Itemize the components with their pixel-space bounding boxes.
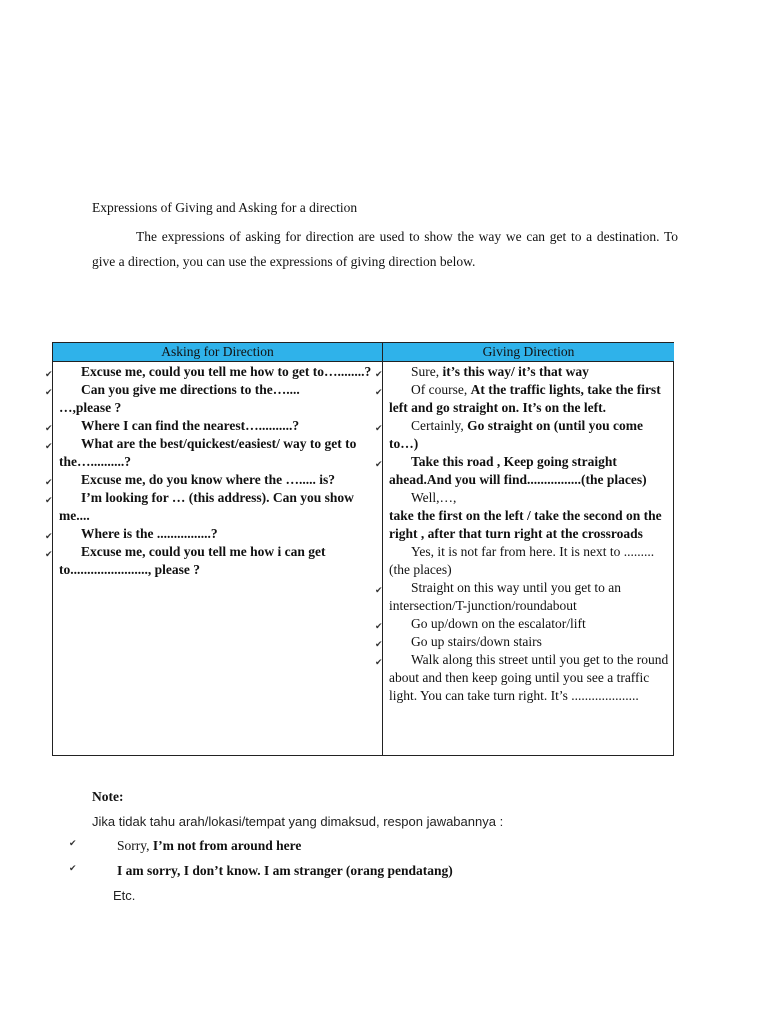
giving-column (375, 363, 669, 705)
intro-paragraph-text: The expressions of asking for direction are used to show the way we can get to a destination. To give a direction, you can use the expressions of giving direction below. (92, 229, 678, 269)
asking-item-7: ✔ Where is the ................? (59, 525, 377, 543)
etc-text: Etc. (113, 888, 136, 903)
direction-table (45, 342, 674, 756)
giving-item-7: ✔ Straight on this way until you get to an intersection/T-junction/roundabout (375, 580, 621, 613)
bullet-icon: ✔ (375, 423, 383, 433)
giving-item-3: ✔ Certainly, Go straight on (until you come to…) (375, 418, 643, 451)
document-title: Expressions of Giving and Asking for a direction (92, 200, 358, 215)
bullet-icon: ✔ (69, 838, 77, 848)
bullet-icon: ✔ (45, 549, 53, 559)
asking-item-1: ✔ Excuse me, could you tell me how to get to…........? (59, 363, 377, 381)
bullet-icon: ✔ (375, 369, 383, 379)
bullet-icon: ✔ (45, 387, 53, 397)
giving-item-6: Yes, it is not far from here. It is next to .........(the places) (389, 544, 655, 577)
bullet-icon: ✔ (375, 621, 383, 631)
giving-item-5: Well,…, take the first on the left / take the second on the right , after that turn right at the crossroads (389, 490, 662, 541)
asking-item-6: ✔ I’m looking for … (this address). Can you show me.... (45, 490, 354, 523)
bullet-icon: ✔ (69, 863, 77, 873)
header-giving: Giving Direction (383, 343, 674, 362)
response-item-2: ✔ I am sorry, I don’t know. I am stranger (orang pendatang) (69, 863, 453, 878)
giving-item-4: ✔ Take this road , Keep going straight ahead.And you will find................(the places) (375, 454, 647, 487)
giving-item-9: ✔ Go up stairs/down stairs (389, 633, 669, 651)
giving-item-8: ✔ Go up/down on the escalator/lift (389, 615, 669, 633)
column-divider (382, 343, 383, 755)
bullet-icon: ✔ (375, 459, 383, 469)
note-label: Note: (92, 789, 124, 804)
giving-item-2: ✔ Of course, At the traffic lights, take the first left and go straight on. It’s on the left. (375, 382, 661, 415)
bullet-icon: ✔ (45, 531, 53, 541)
intro-paragraph (92, 224, 678, 274)
bullet-icon: ✔ (375, 585, 383, 595)
asking-item-4: ✔ What are the best/quickest/easiest/ way to get to the…..........? (45, 436, 357, 469)
bullet-icon: ✔ (45, 369, 53, 379)
note-line: Jika tidak tahu arah/lokasi/tempat yang dimaksud, respon jawabannya : (92, 814, 504, 829)
bullet-icon: ✔ (375, 639, 383, 649)
asking-item-2: ✔ Can you give me directions to the….... …,please ? (45, 382, 300, 415)
giving-item-10: ✔ Walk along this street until you get to the round about and then keep going until you see a traffic light. You can take turn right. It’s .................... (375, 652, 669, 703)
header-asking: Asking for Direction (53, 343, 383, 362)
asking-item-5: ✔ Excuse me, do you know where the …..... is? (59, 471, 377, 489)
bullet-icon: ✔ (45, 477, 53, 487)
response-item-1: ✔ Sorry, I’m not from around here (69, 838, 302, 853)
bullet-icon: ✔ (45, 495, 53, 505)
asking-column (45, 363, 377, 579)
bullet-icon: ✔ (375, 387, 383, 397)
bullet-icon: ✔ (45, 423, 53, 433)
bullet-icon: ✔ (45, 441, 53, 451)
asking-item-3: ✔ Where I can find the nearest…..........? (59, 417, 377, 435)
bullet-icon: ✔ (375, 657, 383, 667)
giving-item-1: ✔ Sure, it’s this way/ it’s that way (389, 363, 669, 381)
asking-item-8: ✔ Excuse me, could you tell me how i can get to......................., please ? (45, 544, 326, 577)
